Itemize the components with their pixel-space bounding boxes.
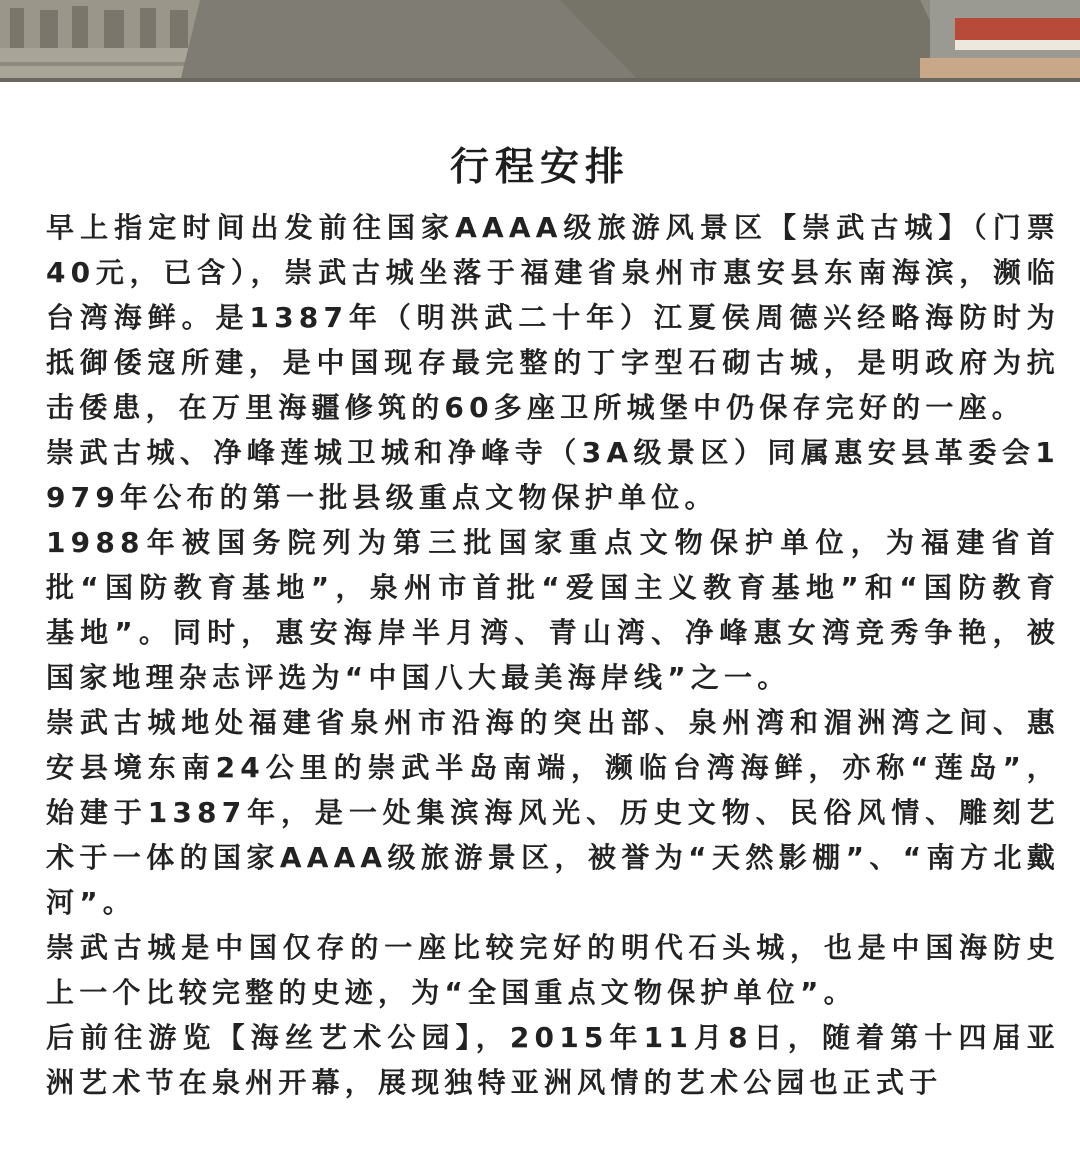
stone-wall-photo-icon (0, 0, 1080, 82)
article-body (46, 205, 1060, 1105)
paragraph: 后前往游览【海丝艺术公园】，2015年11月8日，随着第十四届亚洲艺术节在泉州开幕，展现独特亚洲风情的艺术公园也正式于 (46, 1021, 1060, 1099)
paragraph: 崇武古城是中国仅存的一座比较完好的明代石头城，也是中国海防史上一个比较完整的史迹，为“全国重点文物保护单位”。 (46, 931, 1060, 1009)
page-title: 行程安排 (449, 145, 630, 190)
paragraph: 1988年被国务院列为第三批国家重点文物保护单位，为福建省首批“国防教育基地”，泉州市首批“爱国主义教育基地”和“国防教育基地”。同时，惠安海岸半月湾、青山湾、净峰惠女湾竞秀争艳，被国家地理杂志评选为“中国八大最美海岸线”之一。 (46, 526, 1060, 694)
paragraph: 早上指定时间出发前往国家AAAA级旅游风景区【崇武古城】（门票40元，已含），崇武古城坐落于福建省泉州市惠安县东南海滨，濒临台湾海鲜。是1387年（明洪武二十年）江夏侯周德兴经略海防时为抵御倭寇所建，是中国现存最完整的丁字型石砌古城，是明政府为抗击倭患，在万里海疆修筑的60多座卫所城堡中仍保存完好的一座。 (46, 211, 1060, 424)
paragraph: 崇武古城地处福建省泉州市沿海的突出部、泉州湾和湄洲湾之间、惠安县境东南24公里的崇武半岛南端，濒临台湾海鲜，亦称“莲岛”，始建于1387年，是一处集滨海风光、历史文物、民俗风情、雕刻艺术于一体的国家AAAA级旅游景区，被誉为“天然影棚”、“南方北戴河”。 (46, 706, 1060, 919)
scenery-photo (0, 0, 1080, 82)
paragraph: 崇武古城、净峰莲城卫城和净峰寺（3A级景区）同属惠安县革委会1979年公布的第一批县级重点文物保护单位。 (46, 436, 1060, 514)
